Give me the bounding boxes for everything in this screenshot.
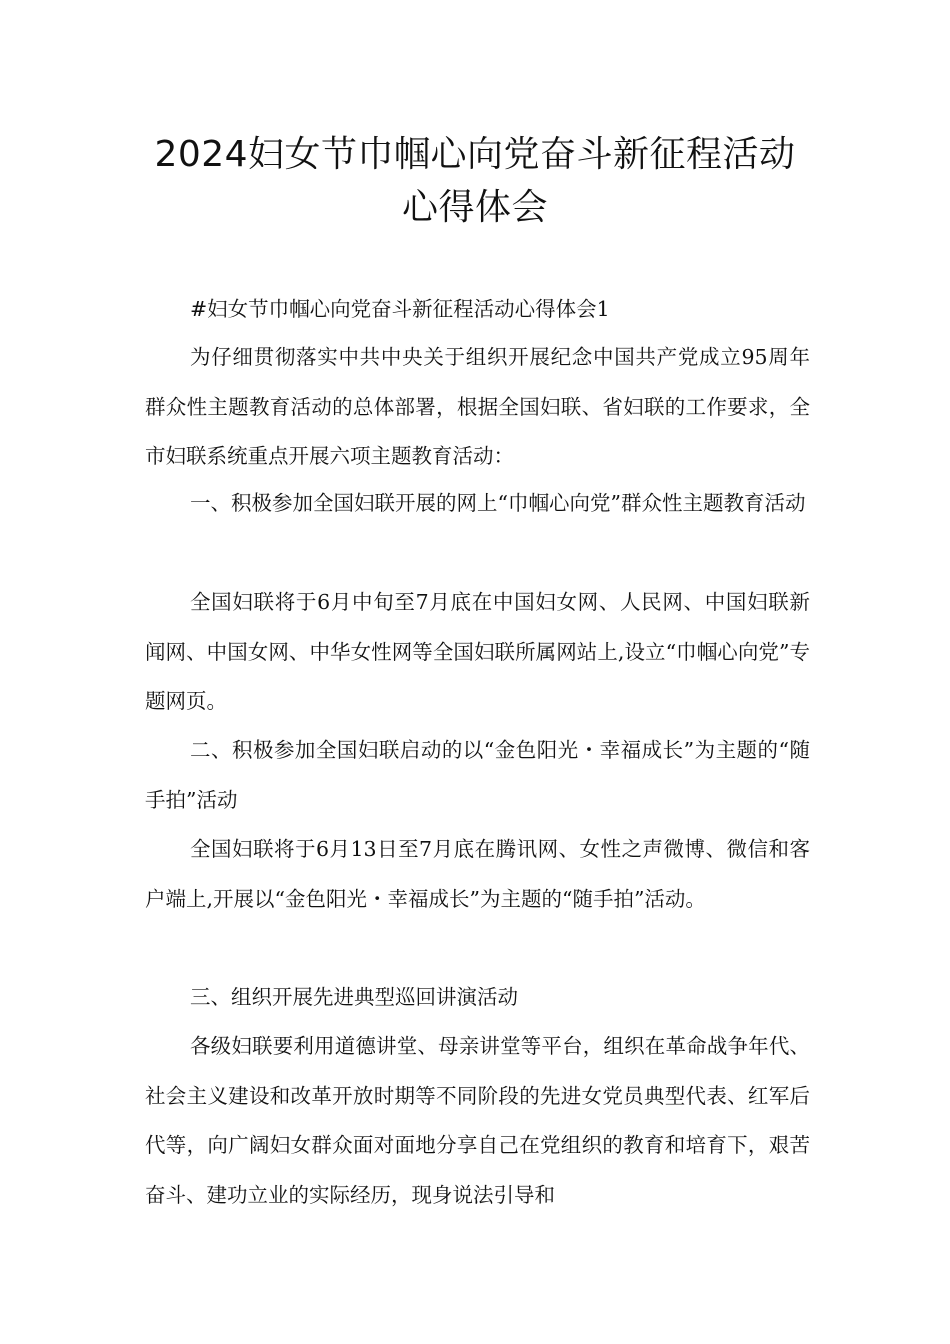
body-paragraph: 全国妇联将于6月13日至7月底在腾讯网、女性之声微博、微信和客户端上,开展以“金色阳光・幸福成长”为主题的“随手拍”活动。: [145, 837, 810, 911]
document-title-line-2: 心得体会: [401, 187, 548, 228]
section-heading: #妇女节巾帼心向党奋斗新征程活动心得体会1: [190, 297, 610, 321]
document-title-line-1: 2024妇女节巾帼心向党奋斗新征程活动: [154, 134, 796, 175]
section-heading: 二、积极参加全国妇联启动的以“金色阳光・幸福成长”为主题的“随手拍”活动: [145, 738, 810, 812]
section-heading: 三、组织开展先进典型巡回讲演活动: [190, 985, 518, 1009]
body-paragraph: 为仔细贯彻落实中共中央关于组织开展纪念中国共产党成立95周年群众性主题教育活动的总体部署，根据全国妇联、省妇联的工作要求，全市妇联系统重点开展六项主题教育活动：: [145, 345, 810, 468]
section-heading: 一、积极参加全国妇联开展的网上“巾帼心向党”群众性主题教育活动: [190, 491, 806, 515]
body-paragraph: 全国妇联将于6月中旬至7月底在中国妇女网、人民网、中国妇联新闻网、中国女网、中华女性网等全国妇联所属网站上,设立“巾帼心向党”专题网页。: [145, 590, 810, 713]
body-paragraph: 各级妇联要利用道德讲堂、母亲讲堂等平台，组织在革命战争年代、社会主义建设和改革开放时期等不同阶段的先进女党员典型代表、红军后代等，向广阔妇女群众面对面地分享自己在党组织的教育和培育下，艰苦奋斗、建功立业的实际经历，现身说法引导和: [145, 1034, 810, 1207]
